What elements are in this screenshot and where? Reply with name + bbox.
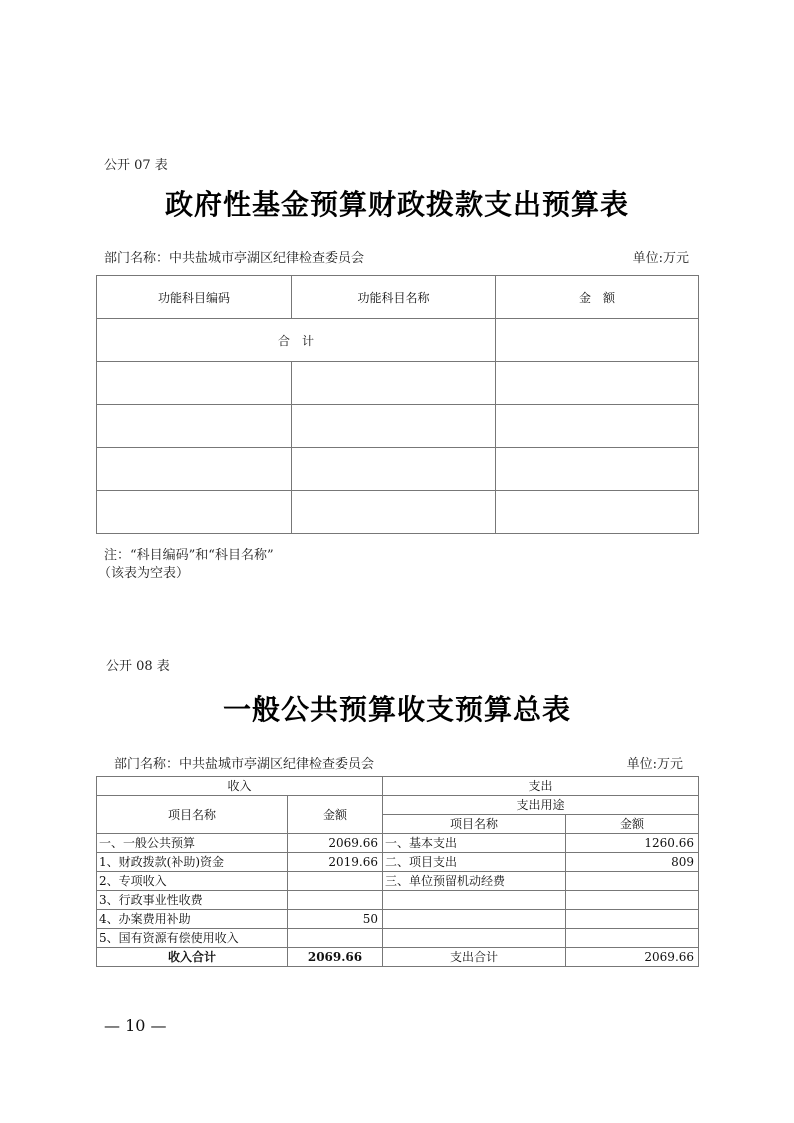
table08 <box>96 776 699 967</box>
income-name: 5、国有资源有偿使用收入 <box>97 929 288 948</box>
table08-section-row <box>97 777 699 796</box>
page-number: — 10 — <box>104 1016 167 1035</box>
table07-title: 政府性基金预算财政拨款支出预算表 <box>164 188 629 221</box>
table07-department: 部门名称：中共盐城市亭湖区纪律检查委员会 <box>104 251 365 266</box>
income-name: 一、一般公共预算 <box>97 834 288 853</box>
cell <box>292 362 496 405</box>
table-row <box>97 891 699 910</box>
cell <box>97 491 292 534</box>
expense-name: 二、项目支出 <box>383 853 566 872</box>
expense-total: 2069.66 <box>566 948 699 967</box>
table-row <box>97 853 699 872</box>
table08-total-row <box>97 948 699 967</box>
table07-empty-note: （该表为空表） <box>98 566 190 581</box>
table07-unit: 单位:万元 <box>632 251 689 266</box>
cell <box>97 362 292 405</box>
table07-total-row <box>97 319 699 362</box>
expense-total-label: 支出合计 <box>383 948 566 967</box>
table08-label: 公开 08 表 <box>106 659 170 674</box>
table-row <box>97 834 699 853</box>
cell <box>97 405 292 448</box>
income-amount <box>288 891 383 910</box>
income-amount: 2019.66 <box>288 853 383 872</box>
expense-amount <box>566 929 699 948</box>
cell <box>292 405 496 448</box>
header-function-code: 功能科目编码 <box>97 276 292 319</box>
total-amount <box>496 319 699 362</box>
income-name: 2、专项收入 <box>97 872 288 891</box>
expense-amount: 809 <box>566 853 699 872</box>
income-amount: 2069.66 <box>288 834 383 853</box>
expense-use-header: 支出用途 <box>383 796 699 815</box>
table07-label: 公开 07 表 <box>104 158 168 173</box>
table-row <box>97 929 699 948</box>
table08-title: 一般公共预算收支预算总表 <box>222 693 571 726</box>
table07-note: 注：“科目编码”和“科目名称” <box>104 548 274 563</box>
income-total: 2069.66 <box>288 948 383 967</box>
income-amount: 50 <box>288 910 383 929</box>
expense-amount <box>566 910 699 929</box>
income-total-label: 收入合计 <box>97 948 288 967</box>
cell <box>496 491 699 534</box>
expense-amount: 1260.66 <box>566 834 699 853</box>
cell <box>292 491 496 534</box>
income-name: 1、财政拨款(补助)资金 <box>97 853 288 872</box>
table-row <box>97 910 699 929</box>
expense-header: 支出 <box>383 777 699 796</box>
cell <box>496 448 699 491</box>
income-item-name-header: 项目名称 <box>97 796 288 834</box>
cell <box>496 362 699 405</box>
header-amount: 金 额 <box>496 276 699 319</box>
table08-subheader-row <box>97 796 699 815</box>
table-row <box>97 362 699 405</box>
table07-header-row <box>97 276 699 319</box>
expense-name <box>383 891 566 910</box>
table-row <box>97 405 699 448</box>
cell <box>292 448 496 491</box>
table08-unit: 单位:万元 <box>626 757 683 772</box>
expense-item-name-header: 项目名称 <box>383 815 566 834</box>
income-name: 4、办案费用补助 <box>97 910 288 929</box>
cell <box>496 405 699 448</box>
expense-amount <box>566 891 699 910</box>
total-label: 合 计 <box>97 319 496 362</box>
income-amount-header: 金额 <box>288 796 383 834</box>
expense-name <box>383 910 566 929</box>
table07 <box>96 275 699 534</box>
table-row <box>97 491 699 534</box>
table-row <box>97 448 699 491</box>
expense-name <box>383 929 566 948</box>
header-function-name: 功能科目名称 <box>292 276 496 319</box>
income-amount <box>288 929 383 948</box>
income-name: 3、行政事业性收费 <box>97 891 288 910</box>
expense-amount-header: 金额 <box>566 815 699 834</box>
expense-name: 一、基本支出 <box>383 834 566 853</box>
expense-amount <box>566 872 699 891</box>
income-header: 收入 <box>97 777 383 796</box>
table-row <box>97 872 699 891</box>
table08-department: 部门名称：中共盐城市亭湖区纪律检查委员会 <box>114 757 375 772</box>
cell <box>97 448 292 491</box>
income-amount <box>288 872 383 891</box>
expense-name: 三、单位预留机动经费 <box>383 872 566 891</box>
